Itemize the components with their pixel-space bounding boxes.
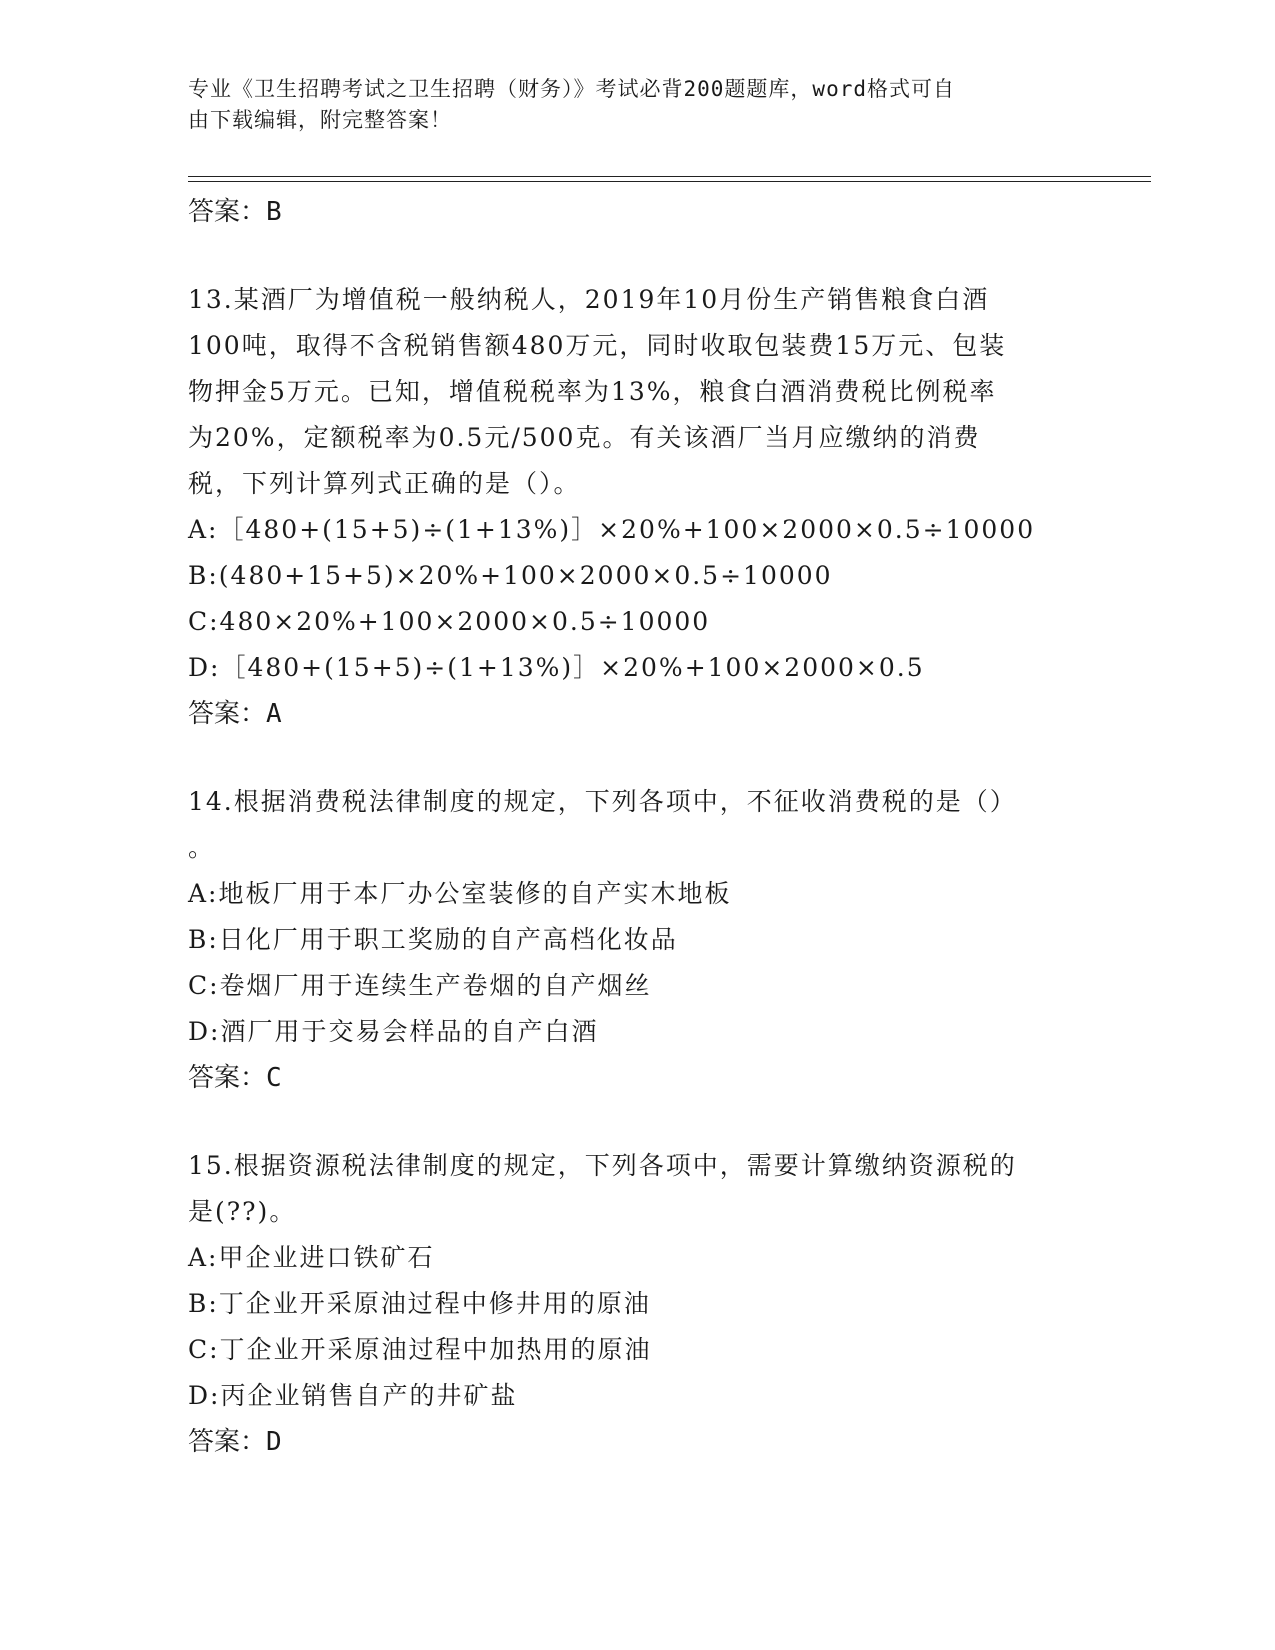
header-line-1: 专业《卫生招聘考试之卫生招聘（财务）》考试必背200题题库，word格式可自 [188, 77, 955, 101]
option-d: D:［480+(15+5)÷(1+13%)］×20%+100×2000×0.5 [188, 653, 925, 682]
option-b: B:(480+15+5)×20%+100×2000×0.5÷10000 [188, 561, 833, 590]
document-header [188, 74, 1068, 136]
question-text-line: 为20%，定额税率为0.5元/500克。有关该酒厂当月应缴纳的消费 [188, 423, 981, 452]
question-13 [188, 277, 1088, 737]
option-c: C:卷烟厂用于连续生产卷烟的自产烟丝 [188, 971, 652, 1000]
question-text-line: 是(??)。 [188, 1197, 297, 1226]
option-c: C:丁企业开采原油过程中加热用的原油 [188, 1335, 652, 1364]
spacer [188, 235, 1088, 277]
spacer [188, 737, 1088, 779]
option-c: C:480×20%+100×2000×0.5÷10000 [188, 607, 711, 636]
previous-answer: 答案：B [188, 197, 282, 227]
header-rule-top [188, 176, 1151, 177]
option-a: A:地板厂用于本厂办公室装修的自产实木地板 [188, 879, 732, 908]
option-b: B:日化厂用于职工奖励的自产高档化妆品 [188, 925, 678, 954]
option-d: D:丙企业销售自产的井矿盐 [188, 1381, 518, 1410]
option-d: D:酒厂用于交易会样品的自产白酒 [188, 1017, 599, 1046]
spacer [188, 1101, 1088, 1143]
question-text-line: 14.根据消费税法律制度的规定，下列各项中，不征收消费税的是（） [188, 787, 1017, 816]
question-text-line: 物押金5万元。已知，增值税税率为13%，粮食白酒消费税比例税率 [188, 377, 997, 406]
question-text-line: 13.某酒厂为增值税一般纳税人，2019年10月份生产销售粮食白酒 [188, 285, 990, 314]
question-text-line: 15.根据资源税法律制度的规定，下列各项中，需要计算缴纳资源税的 [188, 1151, 1017, 1180]
question-15 [188, 1143, 1088, 1465]
option-a: A:甲企业进口铁矿石 [188, 1243, 435, 1272]
option-a: A:［480+(15+5)÷(1+13%)］×20%+100×2000×0.5÷10000 [188, 515, 1036, 544]
answer: 答案：C [188, 1063, 282, 1093]
question-14 [188, 779, 1088, 1101]
option-b: B:丁企业开采原油过程中修井用的原油 [188, 1289, 651, 1318]
question-text-line: 100吨，取得不含税销售额480万元，同时收取包装费15万元、包装 [188, 331, 1007, 360]
answer: 答案：D [188, 1427, 282, 1457]
question-text-line: 税，下列计算列式正确的是（）。 [188, 469, 581, 498]
answer: 答案：A [188, 699, 282, 729]
header-rule-bottom [188, 181, 1151, 182]
document-body [188, 189, 1088, 1465]
question-text-line: 。 [188, 833, 216, 862]
header-line-2: 由下载编辑，附完整答案！ [188, 108, 452, 132]
